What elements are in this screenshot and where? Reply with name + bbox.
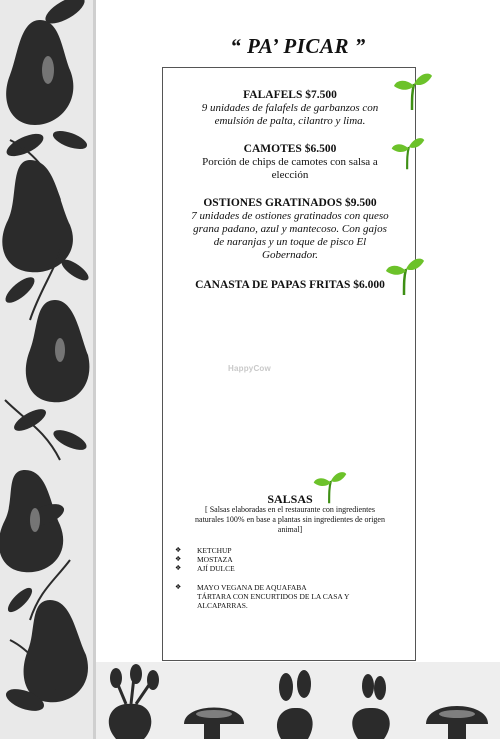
- list-item: [175, 592, 405, 601]
- sauce-name: AJÍ DULCE: [197, 564, 235, 573]
- menu-item-falafels: [163, 88, 417, 128]
- sauce-list: [175, 546, 405, 610]
- menu-item-papas-fritas: [163, 278, 417, 292]
- menu-card: [162, 67, 416, 661]
- sauce-name: TÁRTARA CON ENCURTIDOS DE LA CASA Y: [197, 592, 350, 601]
- item-description-line: Gobernador.: [262, 249, 318, 261]
- salsas-note-line: animal]: [277, 525, 303, 534]
- item-description-line: Porción de chips de camotes con salsa a: [202, 156, 378, 168]
- list-item: [175, 564, 405, 573]
- item-name: CANASTA DE PAPAS FRITAS $6.000: [195, 279, 385, 291]
- sprout-icon: [392, 70, 434, 112]
- item-name: OSTIONES GRATINADOS $9.500: [203, 197, 377, 209]
- diamond-bullet-icon: ❖: [175, 564, 182, 572]
- sauce-name: ALCAPARRAS.: [197, 601, 248, 610]
- sauce-name: MAYO VEGANA DE AQUAFABA: [197, 583, 307, 592]
- salsas-note-line: naturales 100% en base a plantas sin ingredientes de origen: [195, 515, 385, 524]
- list-item: [175, 546, 405, 555]
- item-description-line: 7 unidades de ostiones gratinados con queso: [191, 210, 389, 222]
- sprout-icon: [312, 468, 348, 506]
- menu-item-ostiones: [163, 196, 417, 262]
- item-name: FALAFELS $7.500: [243, 89, 337, 101]
- list-item: [175, 601, 405, 610]
- sprout-icon: [390, 134, 426, 172]
- vegetable-illustration-strip: [96, 662, 500, 739]
- sprout-icon: [384, 254, 426, 298]
- list-item: [175, 555, 405, 564]
- list-item: [175, 583, 405, 592]
- item-name: CAMOTES $6.500: [243, 143, 337, 155]
- sauce-name: KETCHUP: [197, 546, 232, 555]
- item-description-line: emulsión de palta, cilantro y lima.: [214, 115, 366, 127]
- salsas-heading: SALSAS: [267, 492, 313, 506]
- item-description-line: grana padano, azul y mantecoso. Con gajos: [193, 223, 387, 235]
- decorative-pattern-strip: [0, 0, 93, 739]
- watermark: HappyCow: [228, 364, 271, 373]
- salsas-note: [175, 505, 405, 535]
- vegetables-icon: [96, 662, 500, 739]
- list-spacer: [175, 573, 405, 583]
- diamond-bullet-icon: ❖: [175, 583, 182, 591]
- sauce-name: MOSTAZA: [197, 555, 233, 564]
- menu-item-camotes: [163, 142, 417, 182]
- item-description-line: elección: [271, 169, 309, 181]
- salsas-note-line: [ Salsas elaboradas en el restaurante con ingredientes: [205, 505, 375, 514]
- pattern-divider: [93, 0, 96, 739]
- diamond-bullet-icon: ❖: [175, 546, 182, 554]
- pear-leaf-pattern-icon: [0, 0, 93, 739]
- page-title: “ PA’ PICAR ”: [230, 34, 366, 58]
- diamond-bullet-icon: ❖: [175, 555, 182, 563]
- item-description-line: 9 unidades de falafels de garbanzos con: [201, 102, 379, 114]
- item-description-line: de naranjas y un toque de pisco El: [213, 236, 367, 248]
